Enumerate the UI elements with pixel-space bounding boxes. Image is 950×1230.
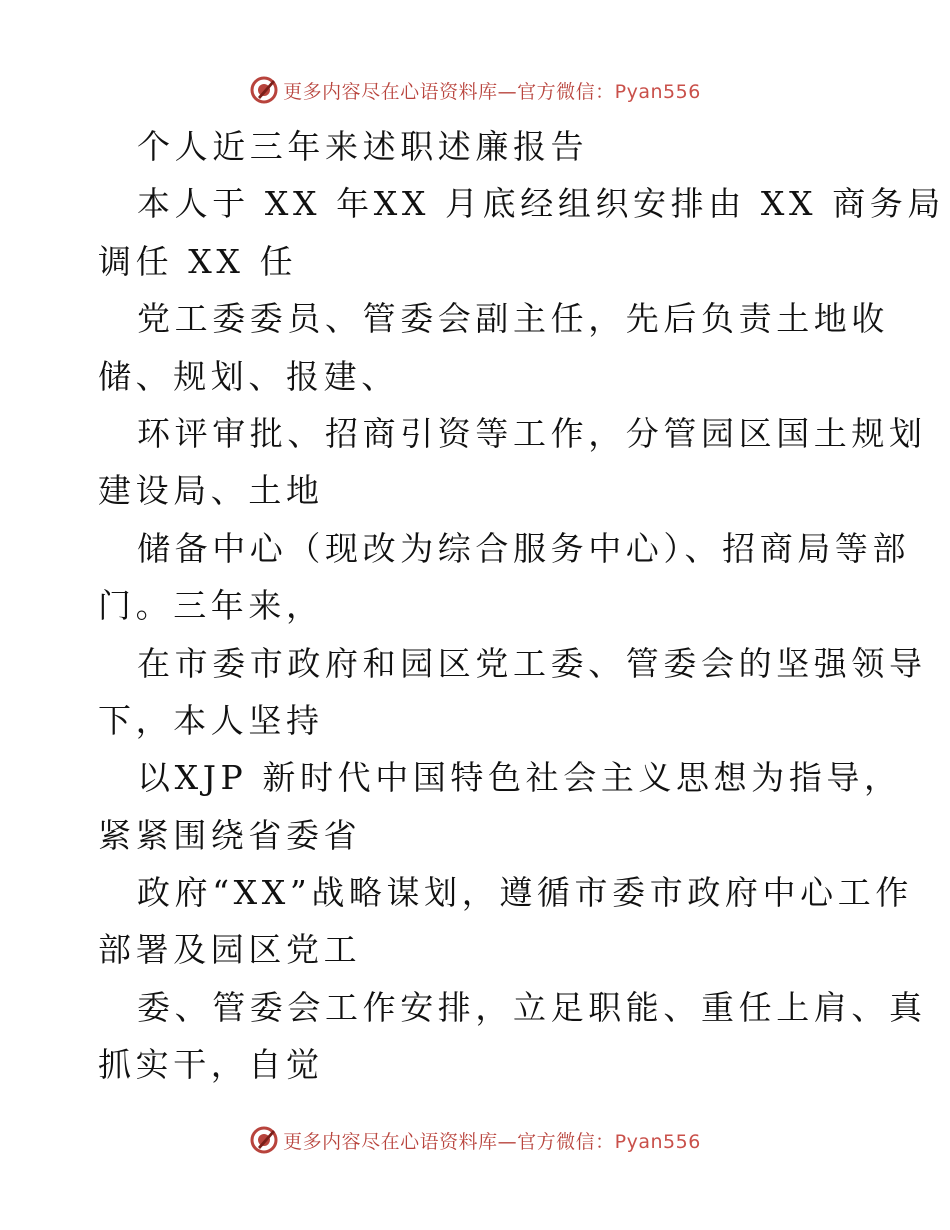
text-line: 本人于 XX 年XX 月底经组织安排由 XX 商务局 [137, 184, 946, 224]
document-title: 个人近三年来述职述廉报告 [137, 127, 589, 166]
watermark-text: 更多内容尽在心语资料库—官方微信：Pyan556 [283, 1130, 701, 1153]
text-line: 紧紧围绕省委省 [98, 815, 362, 855]
quill-circle-icon [249, 75, 279, 105]
wechat-id: Pyan556 [614, 1130, 701, 1153]
watermark-text: 更多内容尽在心语资料库—官方微信：Pyan556 [283, 80, 701, 103]
footer-watermark-banner [0, 1120, 950, 1160]
text-line: 门。三年来， [98, 586, 324, 626]
text-line: 下，本人坚持 [98, 700, 324, 740]
quill-circle-icon [249, 1125, 279, 1155]
header-watermark-banner [0, 70, 950, 110]
wechat-id: Pyan556 [614, 80, 701, 103]
document-body [0, 118, 950, 1094]
text-line: 抓实干，自觉 [98, 1045, 324, 1085]
text-line: 调任 XX 任 [98, 241, 298, 281]
text-line: 建设局、土地 [98, 471, 324, 511]
text-line: 在市委市政府和园区党工委、管委会的坚强领导 [137, 643, 927, 683]
text-line: 储备中心（现改为综合服务中心）、招商局等部 [137, 528, 911, 568]
text-line: 委、管委会工作安排，立足职能、重任上肩、真 [137, 987, 927, 1027]
text-line: 储、规划、报建、 [98, 356, 399, 396]
text-line: 部署及园区党工 [98, 930, 362, 970]
text-line: 以XJP 新时代中国特色社会主义思想为指导， [137, 758, 902, 798]
text-line: 党工委委员、管委会副主任，先后负责土地收 [137, 299, 889, 339]
text-line: 政府“XX”战略谋划，遵循市委市政府中心工作 [137, 873, 913, 913]
text-line: 环评审批、招商引资等工作，分管园区国土规划 [137, 413, 927, 453]
